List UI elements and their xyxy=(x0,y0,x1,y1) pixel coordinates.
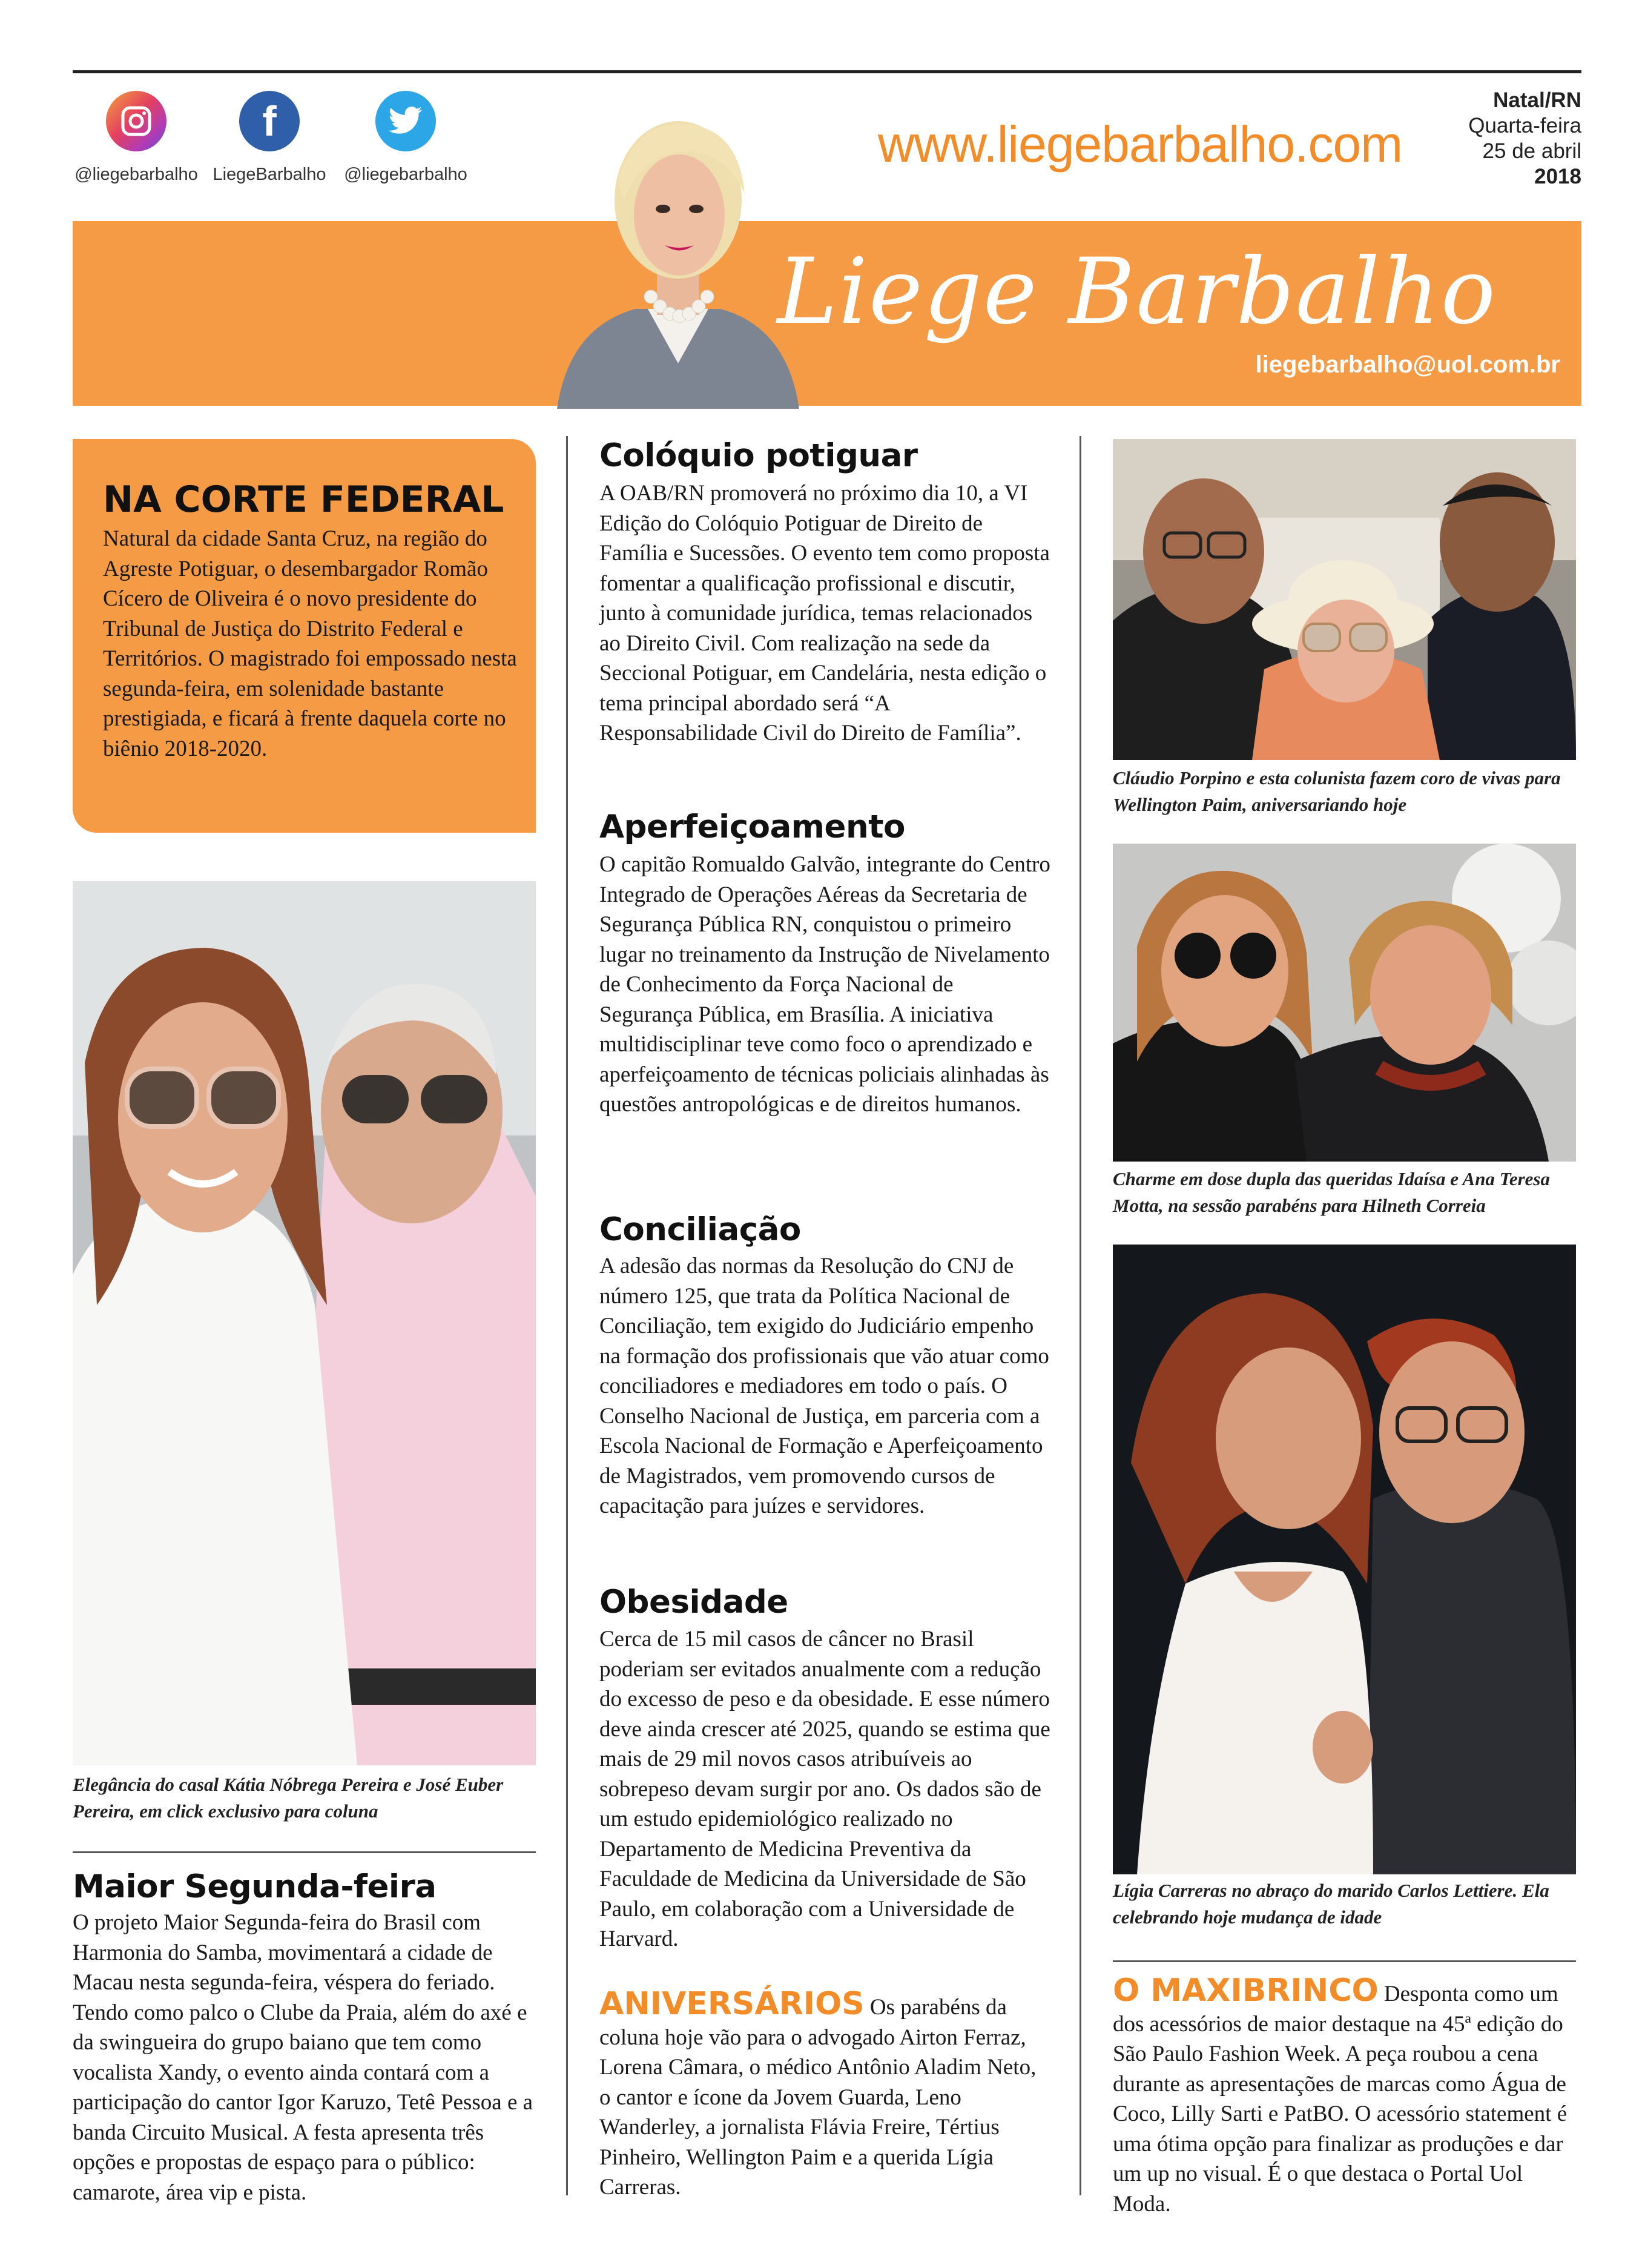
columnist-portrait xyxy=(545,79,811,409)
obesidade-text: Cerca de 15 mil casos de câncer no Brasil poderiam ser evitados anualmente com a redução do excesso de peso e da obesidade. E esse número deve ainda crescer até 2025, quando se estima que mais de 29 mil novos casos atribuíveis ao sobrepeso devam surgir por ano. Os dados são de um estudo epidemiológico realizado no Departamento de Medicina Preventiva da Faculdade de Medicina da Universidade de São Paulo, em colaboração com a Universidade de Harvard. xyxy=(599,1627,1050,1951)
facebook-link[interactable] xyxy=(194,91,345,185)
callout-text: Natural da cidade Santa Cruz, na região do Agreste Potiguar, o desembargador Romão Cícero de Oliveira é o novo presidente do Tribunal de Justiça do Distrito Federal e Territórios. O magistrado foi empossado nesta segunda-feira, em solenidade bastante prestigiada, e ficará à frente daquela corte no biênio 2018-2020. xyxy=(103,526,517,761)
column-divider xyxy=(566,436,568,2195)
weekday: Quarta-feira xyxy=(1468,114,1581,137)
top-rule xyxy=(73,70,1581,73)
aniversarios-title: ANIVERSÁRIOS xyxy=(599,1986,865,2022)
facebook-icon: f xyxy=(239,91,300,151)
obesidade-title: Obesidade xyxy=(599,1584,788,1621)
photo-caption-duo: Charme em dose dupla das queridas Idaísa e Ana Teresa Motta, na sessão parabéns para Hilneth Correia xyxy=(1113,1168,1550,1216)
contact-email[interactable]: liegebarbalho@uol.com.br xyxy=(1255,351,1560,378)
photo-caption-trio: Cláudio Porpino e esta colunista fazem coro de vivas para Wellington Paim, aniversariando hoje xyxy=(1113,767,1561,815)
coloquio-title: Colóquio potiguar xyxy=(599,437,918,474)
coloquio-text: A OAB/RN promoverá no próximo dia 10, a VI Edição do Colóquio Potiguar de Direito de Família e Sucessões. O evento tem como proposta fomentar a qualificação profissional e discutir, junto à comunidade jurídica, temas relacionados ao Direito Civil. Com realização na sede da Seccional Potiguar, em Candelária, nesta edição o tema principal abordado será “A Responsabilidade Civil do Direito de Família”. xyxy=(599,481,1050,746)
aperfeicoamento-title: Aperfeiçoamento xyxy=(599,808,905,845)
callout-title: NA CORTE FEDERAL xyxy=(103,478,504,521)
conciliacao-title: Conciliação xyxy=(599,1211,801,1248)
twitter-icon xyxy=(375,91,436,151)
photo-caption-couple: Elegância do casal Kátia Nóbrega Pereira e José Euber Pereira, em click exclusivo para coluna xyxy=(73,1774,504,1822)
column-divider xyxy=(1080,436,1081,2195)
aperfeicoamento-text: O capitão Romualdo Galvão, integrante do Centro Integrado de Operações Aéreas da Secretaria de Segurança Pública RN, conquistou o primeiro lugar no treinamento da Instrução de Nivelamento de Conhecimento da Força Nacional de Segurança Pública, em Brasília. A iniciativa multidisciplinar teve como foco o aprendizado e aperfeiçoamento de técnicas policiais alinhadas às questões antropológicas e de direitos humanos. xyxy=(599,852,1050,1117)
instagram-link[interactable] xyxy=(61,91,212,185)
aniversarios-block xyxy=(599,1986,1050,2203)
trio-photo xyxy=(1113,439,1576,760)
aniversarios-text: Os parabéns da coluna hoje vão para o advogado Airton Ferraz, Lorena Câmara, o médico Antônio Aladim Neto, o cantor e ícone da Jovem Guarda, Leno Wanderley, a jornalista Flávia Freire, Tértius Pinheiro, Wellington Paim e a querida Lígia Carreras. xyxy=(599,1995,1037,2200)
dateline xyxy=(1468,88,1581,190)
facebook-handle: LiegeBarbalho xyxy=(213,165,326,184)
duo-photo xyxy=(1113,844,1576,1162)
instagram-handle: @liegebarbalho xyxy=(74,165,198,184)
date: 25 de abril xyxy=(1482,139,1581,163)
maior-title: Maior Segunda-feira xyxy=(73,1868,437,1905)
maxibrinco-text: Desponta como um dos acessórios de maior destaque na 45ª edição do São Paulo Fashion Week. A peça roubou a cena durante as apresentações de marcas como Água de Coco, Lilly Sarti e PatBO. O acessório statement é uma ótima opção para finalizar as produções e dar um up no visual. É o que destaca o Portal Uol Moda. xyxy=(1113,1982,1568,2217)
section-divider xyxy=(73,1851,536,1853)
couple-photo xyxy=(73,881,536,1765)
website-link[interactable]: www.liegebarbalho.com xyxy=(878,116,1403,173)
maxibrinco-block xyxy=(1113,1972,1576,2219)
photo-caption-lettiere: Lígia Carreras no abraço do marido Carlos Lettiere. Ela celebrando hoje mudança de idade xyxy=(1113,1880,1549,1928)
maxibrinco-title: O MAXIBRINCO xyxy=(1113,1972,1379,2009)
lettiere-couple-photo xyxy=(1113,1245,1576,1874)
year: 2018 xyxy=(1534,165,1581,188)
maior-text: O projeto Maior Segunda-feira do Brasil com Harmonia do Samba, movimentará a cidade de Macau nesta segunda-feira, véspera do feriado. Tendo como palco o Clube da Praia, além do axé e da swingueira do grupo baiano que tem como vocalista Xandy, o evento ainda contará com a participação do cantor Igor Karuzo, Tetê Pessoa e a banda Circuito Musical. A festa apresenta três opções e propostas de espaço para o público: camarote, área vip e pista. xyxy=(73,1910,533,2205)
instagram-icon xyxy=(106,91,166,151)
twitter-link[interactable] xyxy=(330,91,481,185)
location: Natal/RN xyxy=(1493,88,1581,112)
section-divider xyxy=(1113,1960,1576,1962)
twitter-handle: @liegebarbalho xyxy=(344,165,467,184)
columnist-name: Liege Barbalho xyxy=(777,239,1497,345)
conciliacao-text: A adesão das normas da Resolução do CNJ de número 125, que trata da Política Nacional de Conciliação, tem exigido do Judiciário empenho na formação dos profissionais que vão atuar como conciliadores e mediadores em todo o país. O Conselho Nacional de Justiça, em parceria com a Escola Nacional de Formação e Aperfeiçoamento de Magistrados, vem promovendo cursos de capacitação para juízes e servidores. xyxy=(599,1254,1049,1518)
